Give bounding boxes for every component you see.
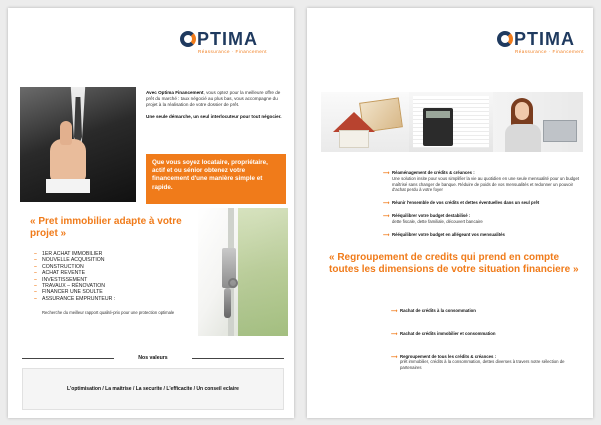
- list-item: ⟶ Rééquilibrer votre budget en allégeant vos mensualités: [383, 231, 505, 237]
- list-item: – ACHAT REVENTE: [34, 270, 86, 277]
- intro-p1: , vous optez pour la meilleure offre de prêt du marché : taux négocié au plus bas, vous accompagne du projet à la réalisation de votre dossier de prêt.: [146, 90, 281, 108]
- list-item: – ASSURANCE EMPRUNTEUR :: [34, 295, 116, 302]
- list-item: ⟶ Regroupement de tous les crédits & créances : prêt immobilier, crédits à la consommation, dettes diverses à travers notre sélection de partenaires: [391, 353, 565, 371]
- arrow-icon: ⟶: [391, 353, 398, 359]
- woman-laptop-photo: [493, 92, 583, 152]
- list-item: – TRAVAUX – RÉNOVATION: [34, 283, 106, 290]
- list-item: – FINANCER UNE SOULTE: [34, 289, 103, 296]
- arrow-icon: ⟶: [391, 330, 398, 336]
- values-box: [22, 368, 284, 410]
- thumbs-up-photo: [20, 87, 136, 202]
- brand-logo: [180, 30, 267, 54]
- house-money-photo: [321, 92, 409, 152]
- intro-p2: Une seule démarche, un seul interlocuteur pour tout négocier.: [146, 113, 282, 119]
- right-page: [307, 8, 593, 418]
- insurance-note: Recherche du meilleur rapport qualité-prix pour une protection optimale: [42, 310, 175, 315]
- brand-logo-right: [497, 30, 584, 54]
- list-item: ⟶ Réaménagement de crédits & créances : Une solution insite pour vous simplifier la vie au quotidien en une seule mensualité pour un budget maîtrisé sans changer de banque. Réduire de poids de vos mensualités et redonner un pouvoir d'achat perdu à votre foyer: [383, 170, 580, 193]
- list-item: ⟶ Rachat de crédits immobilier et consommation: [391, 330, 496, 336]
- project-list: [34, 251, 192, 302]
- highlight-box: Que vous soyez locataire, propriétaire, actif et ou sénior obtenez votre financement d'une manière simple et rapide.: [146, 154, 286, 204]
- logo-letters: PTIMA: [514, 29, 575, 49]
- values-text: L'optimisation / La maitrise / La securite / L'efficacite / Un conseil eclaire: [67, 386, 239, 392]
- section-title-pret: « Pret immobilier adapte à votre projet »: [30, 216, 182, 239]
- list-item: – NOUVELLE ACQUISITION: [34, 257, 105, 264]
- list-item: – 1ER ACHAT IMMOBILIER: [34, 251, 103, 257]
- arrow-icon: ⟶: [383, 212, 390, 218]
- door-key-photo: [198, 208, 288, 336]
- logo-letters: PTIMA: [197, 29, 258, 49]
- logo-wordmark-right: [497, 30, 575, 48]
- list-item: ⟶ Rachat de crédits à la consommation: [391, 308, 476, 313]
- arrow-icon: ⟶: [383, 231, 390, 237]
- arrow-icon: ⟶: [383, 170, 390, 175]
- restructuring-list: [383, 170, 583, 244]
- left-page: [8, 8, 294, 418]
- list-item: – INVESTISSEMENT: [34, 276, 88, 283]
- list-item: ⟶ Rééquilibrer votre budget destabilisé : dette fiscale, dette familiale, découvert bancaire: [383, 212, 483, 224]
- logo-tagline: Réassurance · Financement: [515, 49, 585, 54]
- photo-strip: [321, 92, 583, 152]
- calculator-photo: [409, 92, 493, 152]
- intro-brand: Avec Optima Financement: [146, 90, 204, 95]
- arrow-icon: ⟶: [391, 308, 398, 313]
- credit-types-list: [391, 308, 583, 388]
- values-heading: Nos valeurs: [22, 355, 284, 361]
- list-item: ⟶ Réunir l'ensemble de vos crédits et dettes éventuelles dans un seul prêt: [383, 200, 540, 206]
- arrow-icon: ⟶: [383, 200, 390, 206]
- intro-text: [146, 90, 284, 125]
- logo-wordmark: [180, 30, 258, 48]
- logo-tagline: Réassurance · Financement: [198, 49, 268, 54]
- list-item: – CONSTRUCTION: [34, 263, 84, 270]
- logo-o-icon: [180, 31, 196, 47]
- section-title-regroupement: « Regroupement de credits qui prend en compte toutes les dimensions de votre situation financiere »: [329, 252, 579, 275]
- logo-o-icon: [497, 31, 513, 47]
